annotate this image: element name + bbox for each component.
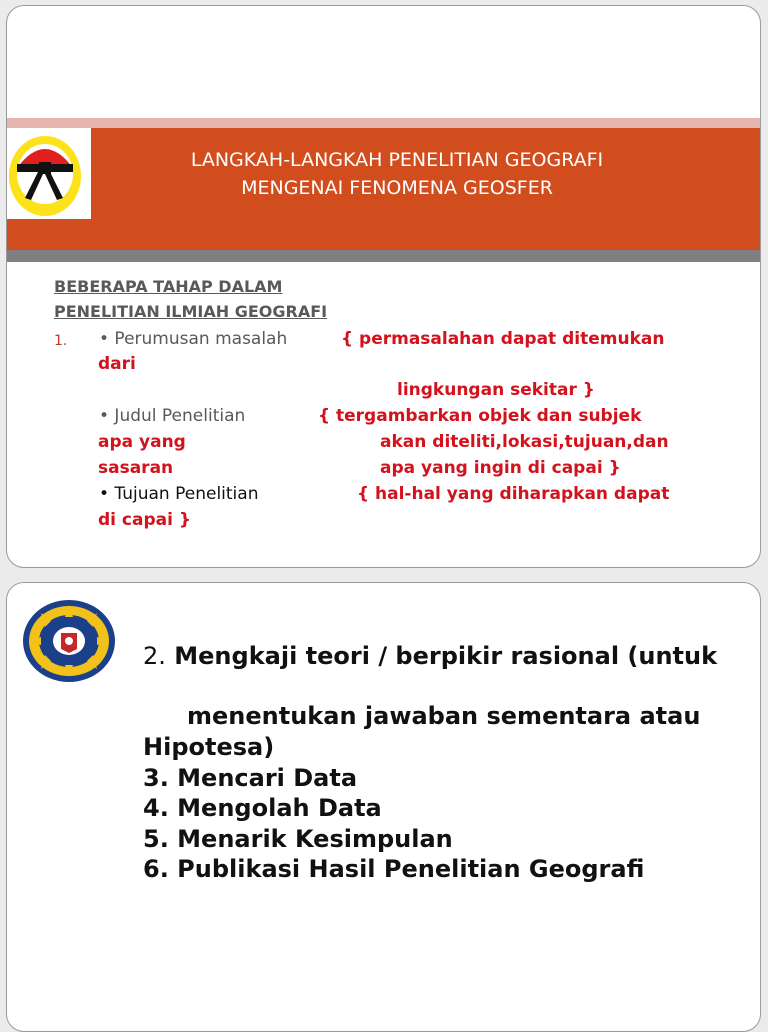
step-5: 5. Menarik Kesimpulan [143, 825, 453, 853]
item-label-tujuan: • Tujuan Penelitian [99, 484, 259, 504]
item-desc-perumusan-3: lingkungan sekitar } [397, 380, 595, 400]
pink-strip [7, 118, 760, 128]
step-2-number: 2. [143, 642, 166, 670]
item-label-judul: • Judul Penelitian [99, 406, 246, 426]
item-label-perumusan: • Perumusan masalah [99, 329, 288, 349]
item-desc-judul-3b: apa yang ingin di capai } [380, 458, 621, 478]
section-heading-line-2: PENELITIAN ILMIAH GEOGRAFI [54, 302, 328, 321]
list-number: 1. [54, 333, 68, 349]
step-2-continuation-1: menentukan jawaban sementara atau [187, 702, 701, 730]
gray-strip [7, 250, 760, 262]
slide-1 [6, 5, 761, 568]
step-3: 3. Mencari Data [143, 764, 358, 792]
title-line-2: MENGENAI FENOMENA GEOSFER [241, 177, 553, 199]
item-desc-perumusan-2: dari [98, 354, 136, 374]
item-desc-judul-3a: sasaran [98, 458, 174, 478]
item-desc-tujuan-1: { hal-hal yang diharapkan dapat [357, 484, 670, 504]
belt-logo-icon [7, 128, 91, 219]
title-line-1: LANGKAH-LANGKAH PENELITIAN GEOGRAFI [190, 149, 604, 171]
item-desc-judul-2a: apa yang [98, 432, 186, 452]
step-2-line [143, 641, 717, 671]
school-logo [7, 128, 91, 219]
emblem-logo-icon [21, 599, 117, 683]
step-2-text: Mengkaji teori / berpikir rasional (untuk [174, 642, 718, 670]
slide-title [107, 146, 687, 202]
section-heading-line-1: BEBERAPA TAHAP DALAM [54, 277, 283, 296]
step-6: 6. Publikasi Hasil Penelitian Geografi [143, 855, 645, 883]
step-2-continuation-2: Hipotesa) [143, 733, 275, 761]
item-desc-tujuan-2: di capai } [98, 510, 191, 530]
item-desc-judul-2b: akan diteliti,lokasi,tujuan,dan [380, 432, 669, 452]
item-desc-judul-1: { tergambarkan objek dan subjek [318, 406, 642, 426]
slide-2 [6, 582, 761, 1032]
item-desc-perumusan-1: { permasalahan dapat ditemukan [341, 329, 665, 349]
step-4: 4. Mengolah Data [143, 794, 382, 822]
